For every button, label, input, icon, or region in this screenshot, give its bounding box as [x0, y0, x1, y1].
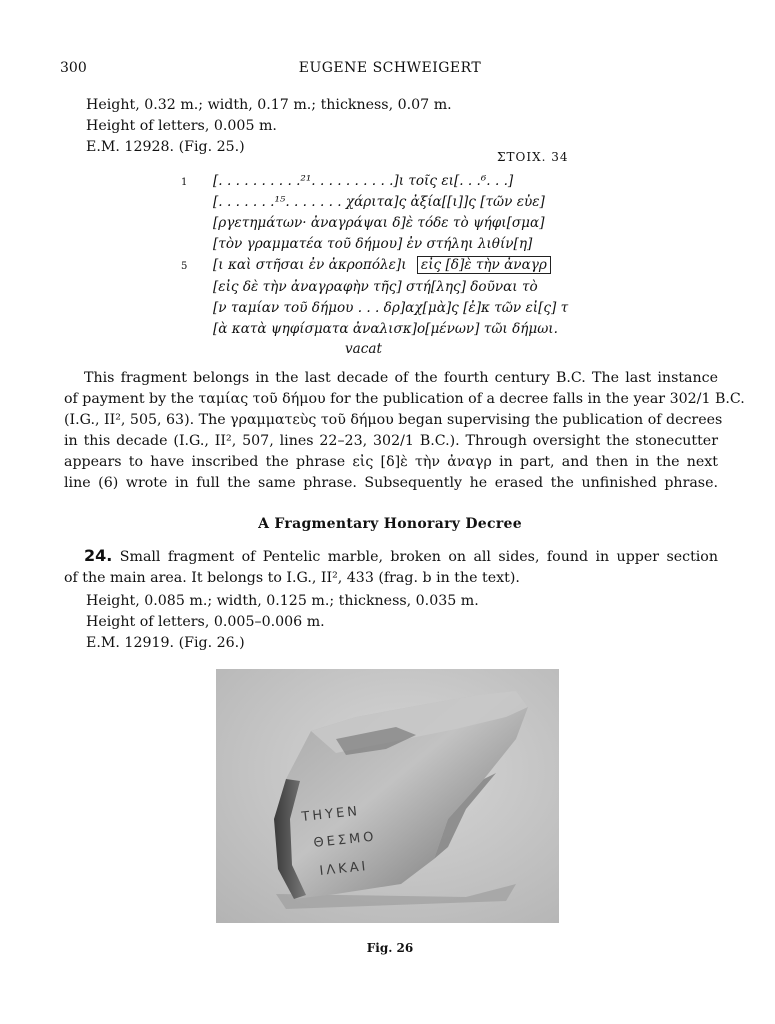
fragment-photo-svg: [216, 669, 559, 923]
inscription-line-4: [τὸν γραμματέα τοῦ δήμου] ἐν στήληι λιθίν[η]: [213, 236, 533, 252]
commentary-line-2: of payment by the ταμίας τοῦ δήμου for the publication of a decree falls in the year 302/1 B.C.: [64, 391, 745, 407]
commentary-line-4: in this decade (I.G., II², 507, lines 22–23, 302/1 B.C.). Through oversight the stonecutter: [64, 433, 718, 449]
intro-letter-height: Height of letters, 0.005 m.: [86, 118, 277, 134]
commentary-paragraph: [64, 368, 745, 494]
commentary-line-1: This fragment belongs in the last decade of the fourth century B.C. The last instance: [84, 370, 718, 386]
stoichedon-label: ΣΤΟΙΧ. 34: [497, 150, 569, 164]
figure-caption: Fig. 26: [366, 941, 414, 955]
entry-24-letter-height: Height of letters, 0.005–0.006 m.: [86, 614, 325, 630]
entry-24-line-1-text: Small fragment of Pentelic marble, broken on all sides, found in upper section: [119, 549, 718, 565]
entry-number: 24.: [84, 546, 113, 565]
inscription-line-2: [. . . . . . .¹⁵. . . . . . . χάριτα]ς ἀξία[[ι]]ς [τῶν εὐε]: [213, 194, 545, 210]
entry-24-line-2: of the main area. It belongs to I.G., II², 433 (frag. b in the text).: [64, 570, 520, 586]
entry-24-line-1: [64, 545, 718, 568]
page-header: [60, 60, 720, 80]
stone-letters-3: ΙΛΚΑΙ: [318, 858, 370, 879]
commentary-line-6: line (6) wrote in full the same phrase. Subsequently he erased the unfinished phrase.: [64, 475, 718, 491]
commentary-line-5: appears to have inscribed the phrase εἰς [δ]ὲ τὴν ἀναγρ in part, and then in the next: [64, 454, 718, 470]
stone-letters-1: ΤΗΥΕΝ: [300, 803, 361, 825]
entry-24-em-ref: E.M. 12919. (Fig. 26.): [86, 635, 245, 651]
stone-letters-2: ΘΕΣΜΟ: [312, 829, 378, 851]
inscription-line-3: [ργετημάτων· ἀναγράψαι δ]ὲ τόδε τὸ ψήφι[σμα]: [213, 215, 545, 231]
line-number-5: 5: [181, 261, 188, 272]
inscription-line-8: [ὰ κατὰ ψηφίσματα ἀναλισκ]ο[μένων] τῶι δήμωι.: [213, 321, 558, 337]
entry-24-paragraph: [64, 545, 718, 589]
inscription-vacat: vacat: [345, 341, 382, 357]
commentary-line-3: (I.G., II², 505, 63). The γραμματεὺς τοῦ δήμου began supervising the publication of decrees: [64, 412, 723, 428]
entry-24-dimensions: Height, 0.085 m.; width, 0.125 m.; thickness, 0.035 m.: [86, 593, 479, 609]
section-heading: A Fragmentary Honorary Decree: [258, 516, 522, 532]
page-number: 300: [60, 60, 87, 76]
intro-dimensions: Height, 0.32 m.; width, 0.17 m.; thickness, 0.07 m.: [86, 97, 452, 113]
inscription-line-1: [. . . . . . . . . .²¹. . . . . . . . . .]ι τοῖς ει[. . .⁶. . .]: [213, 173, 514, 189]
inscription-line-5: [213, 257, 551, 273]
inscription-line-5-text: [ι καὶ στῆσαι ἐν ἀκροπόλε]ι: [213, 257, 407, 273]
inscription-line-6: [εἰς δὲ τὴν ἀναγραφὴν τῆς] στή[λης] δοῦναι τὸ: [213, 279, 538, 295]
intro-em-ref: E.M. 12928. (Fig. 25.): [86, 139, 245, 155]
inscription-line-7: [ν ταμίαν τοῦ δήμου . . . δρ]αχ[μὰ]ς [ἐ]κ τῶν εἰ[ς] τ: [213, 300, 569, 316]
boxed-phrase: εἰς [δ]ὲ τὴν ἀναγρ: [417, 256, 551, 274]
line-number-1: 1: [181, 177, 188, 188]
fragment-photo: [216, 669, 559, 923]
running-title: EUGENE SCHWEIGERT: [298, 60, 482, 76]
